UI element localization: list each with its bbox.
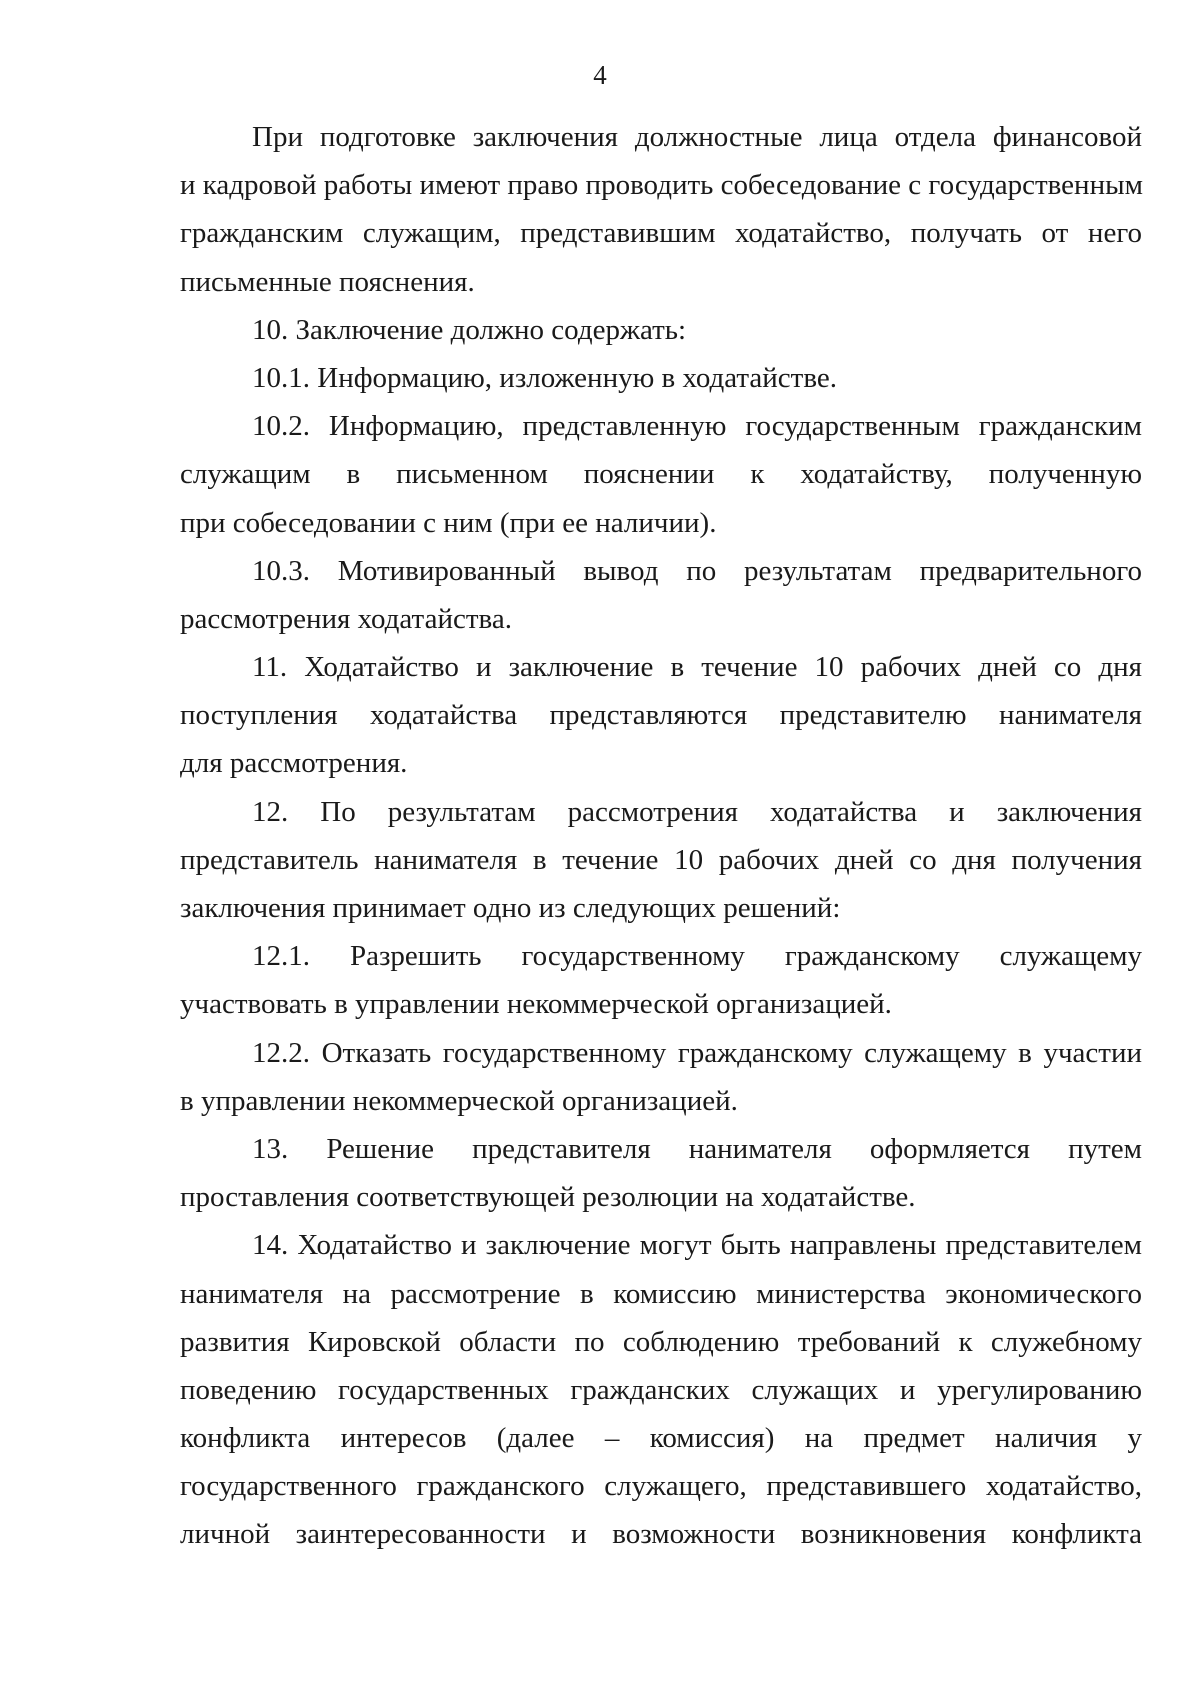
text-line: гражданским служащим, представившим ходатайство, получать от него <box>180 217 1142 250</box>
text-line: 11. Ходатайство и заключение в течение 10 рабочих дней со дня <box>252 651 1142 684</box>
text-line: 13. Решение представителя нанимателя оформляется путем <box>252 1132 1142 1165</box>
text-line: при собеседовании с ним (при ее наличии). <box>180 506 717 539</box>
text-line: рассмотрения ходатайства. <box>180 602 512 635</box>
text-line: проставления соответствующей резолюции на ходатайстве. <box>180 1181 916 1214</box>
text-line: заключения принимает одно из следующих решений: <box>180 892 841 924</box>
text-line: 10. Заключение должно содержать: <box>252 313 687 346</box>
text-line: и кадровой работы имеют право проводить собеседование с государственным <box>180 169 1143 202</box>
document-body <box>180 113 1142 1559</box>
text-line: государственного гражданского служащего, представившего ходатайство, <box>180 1470 1142 1503</box>
page-number: 4 <box>593 60 607 90</box>
text-line: для рассмотрения. <box>180 747 408 780</box>
text-line: участвовать в управлении некоммерческой организацией. <box>180 988 892 1021</box>
text-line: служащим в письменном пояснении к ходатайству, полученную <box>180 458 1142 491</box>
text-line: представитель нанимателя в течение 10 рабочих дней со дня получения <box>180 843 1142 876</box>
text-line: личной заинтересованности и возможности возникновения конфликта <box>180 1518 1142 1551</box>
text-line: нанимателя на рассмотрение в комиссию министерства экономического <box>180 1277 1142 1310</box>
text-line: 12. По результатам рассмотрения ходатайства и заключения <box>252 795 1142 828</box>
text-line: поступления ходатайства представляются представителю нанимателя <box>180 699 1142 732</box>
text-line: развития Кировской области по соблюдению требований к служебному <box>180 1325 1142 1358</box>
text-line: конфликта интересов (далее – комиссия) на предмет наличия у <box>180 1422 1142 1455</box>
text-line: 14. Ходатайство и заключение могут быть направлены представителем <box>252 1229 1142 1262</box>
text-line: 10.3. Мотивированный вывод по результатам предварительного <box>252 554 1142 587</box>
text-line: 12.1. Разрешить государственному гражданскому служащему <box>252 940 1142 973</box>
text-line: 12.2. Отказать государственному гражданскому служащему в участии <box>252 1036 1142 1069</box>
text-line: в управлении некоммерческой организацией. <box>180 1084 738 1117</box>
text-line: поведению государственных гражданских служащих и урегулированию <box>180 1373 1142 1406</box>
text-line: 10.1. Информацию, изложенную в ходатайстве. <box>252 361 837 394</box>
text-line: письменные пояснения. <box>180 265 475 298</box>
text-line: 10.2. Информацию, представленную государственным гражданским <box>252 410 1142 443</box>
text-line: При подготовке заключения должностные лица отдела финансовой <box>252 121 1142 153</box>
